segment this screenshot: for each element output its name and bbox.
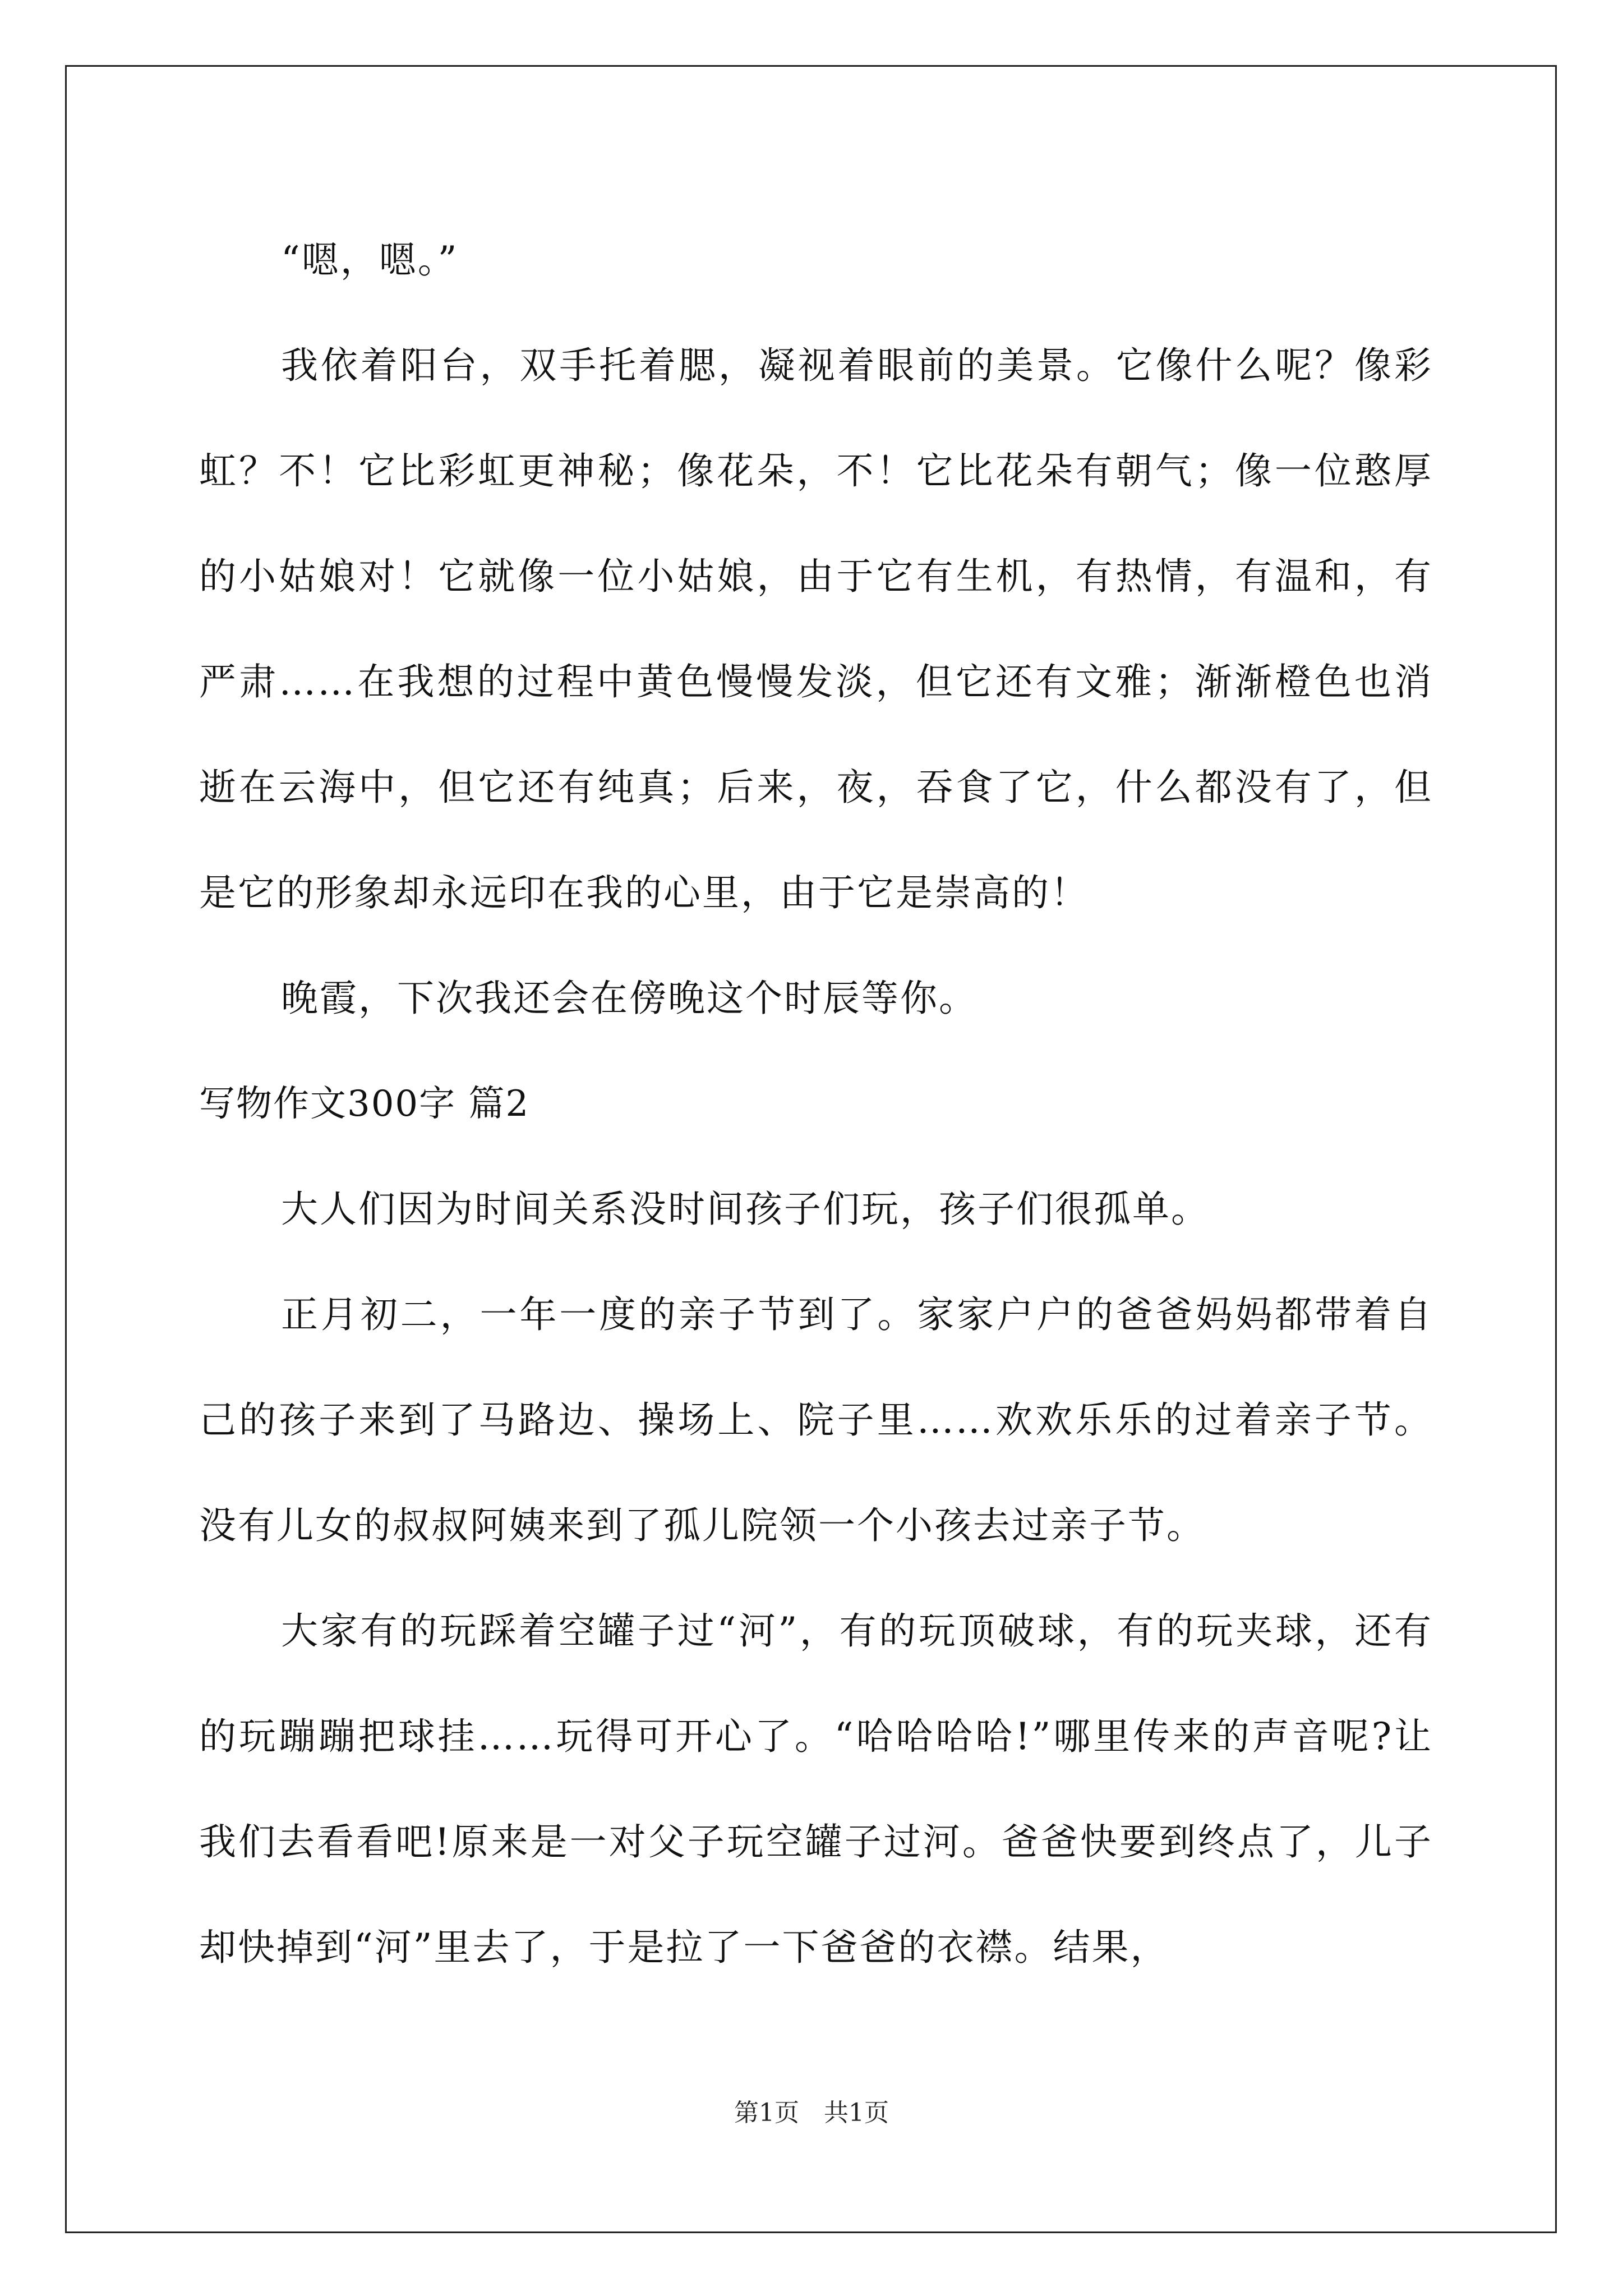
paragraph: 我依着阳台，双手托着腮，凝视着眼前的美景。它像什么呢？像彩虹？不！它比彩虹更神秘；像花朵，不！它比花朵有朝气；像一位憨厚的小姑娘对！它就像一位小姑娘，由于它有生机，有热情，有温和，有严肃……在我想的过程中黄色慢慢发淡，但它还有文雅；渐渐橙色也消逝在云海中，但它还有纯真；后来，夜，吞食了它，什么都没有了，但是它的形象却永远印在我的心里，由于它是崇高的！ xyxy=(199,344,1433,914)
paragraph: 晚霞，下次我还会在傍晚这个时辰等你。 xyxy=(281,977,978,1020)
paragraph: 大人们因为时间关系没时间孩子们玩，孩子们很孤单。 xyxy=(281,1188,1210,1231)
section-heading: 写物作文300字 篇2 xyxy=(199,1083,530,1125)
document-body xyxy=(199,208,1433,2000)
page-footer: 第1页 共1页 xyxy=(734,2099,889,2127)
paragraph: 正月初二，一年一度的亲子节到了。家家户户的爸爸妈妈都带着自己的孩子来到了马路边、操场上、院子里……欢欢乐乐的过着亲子节。没有儿女的叔叔阿姨来到了孤儿院领一个小孩去过亲子节。 xyxy=(199,1293,1433,1547)
paragraph: “嗯，嗯。” xyxy=(281,238,459,282)
paragraph: 大家有的玩踩着空罐子过“河”，有的玩顶破球，有的玩夹球，还有的玩蹦蹦把球挂……玩得可开心了。“哈哈哈哈!”哪里传来的声音呢?让我们去看看吧!原来是一对父子玩空罐子过河。爸爸快要到终点了，儿子却快掉到“河”里去了，于是拉了一下爸爸的衣襟。结果， xyxy=(199,1609,1433,1969)
